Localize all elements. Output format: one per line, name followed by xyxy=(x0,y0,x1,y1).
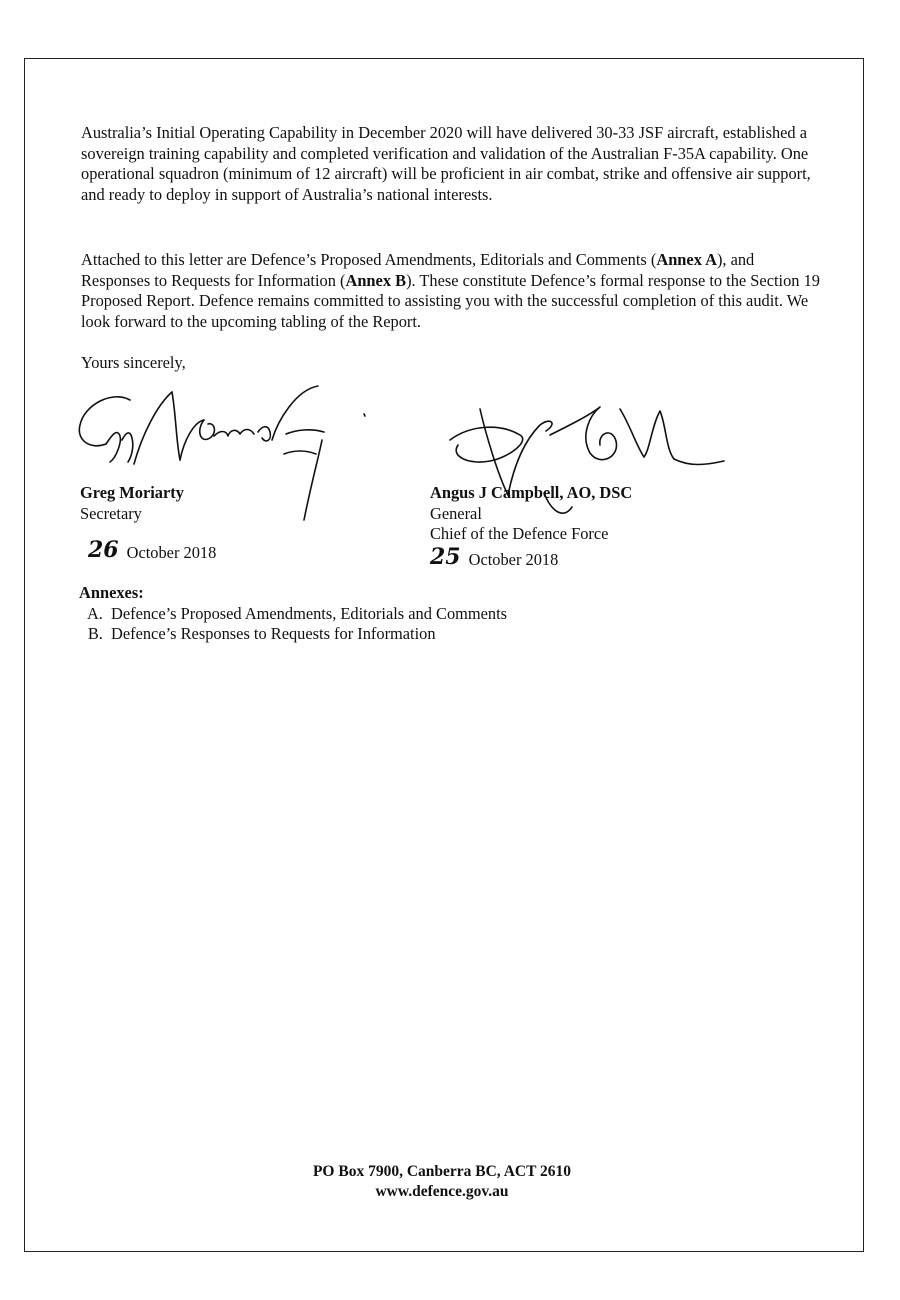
date-text: October 2018 xyxy=(468,550,559,569)
signatory-name: Angus J Campbell, AO, DSC xyxy=(430,483,633,502)
footer-website: www.defence.gov.au xyxy=(375,1183,509,1200)
signatory-campbell xyxy=(430,483,632,545)
handwritten-day: 25 xyxy=(430,544,461,570)
annexes-section xyxy=(79,583,507,645)
annex-item: B. Defence’s Responses to Requests for Information xyxy=(107,624,507,645)
annex-a-ref: Annex A xyxy=(656,250,717,269)
signatory-title: General xyxy=(430,503,482,523)
annexes-heading: Annexes: xyxy=(79,583,144,602)
body-paragraph-attachments xyxy=(81,250,821,332)
paragraph-text: ). These constitute Defence’s formal response to the Section 19 Proposed Report. Defence remains committed to assisting you with the successful completion of this audit. We look forward to the upcoming tabling of the Report. xyxy=(81,270,820,331)
closing-salutation: Yours sincerely, xyxy=(81,353,186,372)
paragraph-text: Attached to this letter are Defence’s Proposed Amendments, Editorials and Comments ( xyxy=(81,250,657,269)
footer-address: PO Box 7900, Canberra BC, ACT 2610 xyxy=(312,1163,572,1180)
signatory-moriarty xyxy=(80,483,184,524)
paragraph-text: ), and Responses to Requests for Information ( xyxy=(81,250,755,290)
page-border xyxy=(24,58,864,1252)
body-paragraph-ioc: Australia’s Initial Operating Capability in December 2020 will have delivered 30-33 JSF aircraft, established a sovereign training capability and completed verification and validation of the Australian F-35A capability. One operational squadron (minimum of 12 aircraft) will be proficient in air combat, strike and offensive air support, and ready to deploy in support of Australia’s national interests. xyxy=(81,123,811,204)
signing-date-campbell xyxy=(430,544,558,570)
handwritten-day: 26 xyxy=(88,537,119,563)
signatory-name: Greg Moriarty xyxy=(80,483,184,502)
signing-date-moriarty xyxy=(88,537,216,563)
signatory-title: Secretary xyxy=(80,503,142,523)
date-text: October 2018 xyxy=(126,543,217,562)
annexes-list xyxy=(79,604,507,645)
letter-footer xyxy=(0,1162,884,1202)
annex-b-ref: Annex B xyxy=(345,270,407,290)
annex-item: A. Defence’s Proposed Amendments, Editorials and Comments xyxy=(107,604,507,625)
signatory-title: Chief of the Defence Force xyxy=(430,524,609,543)
